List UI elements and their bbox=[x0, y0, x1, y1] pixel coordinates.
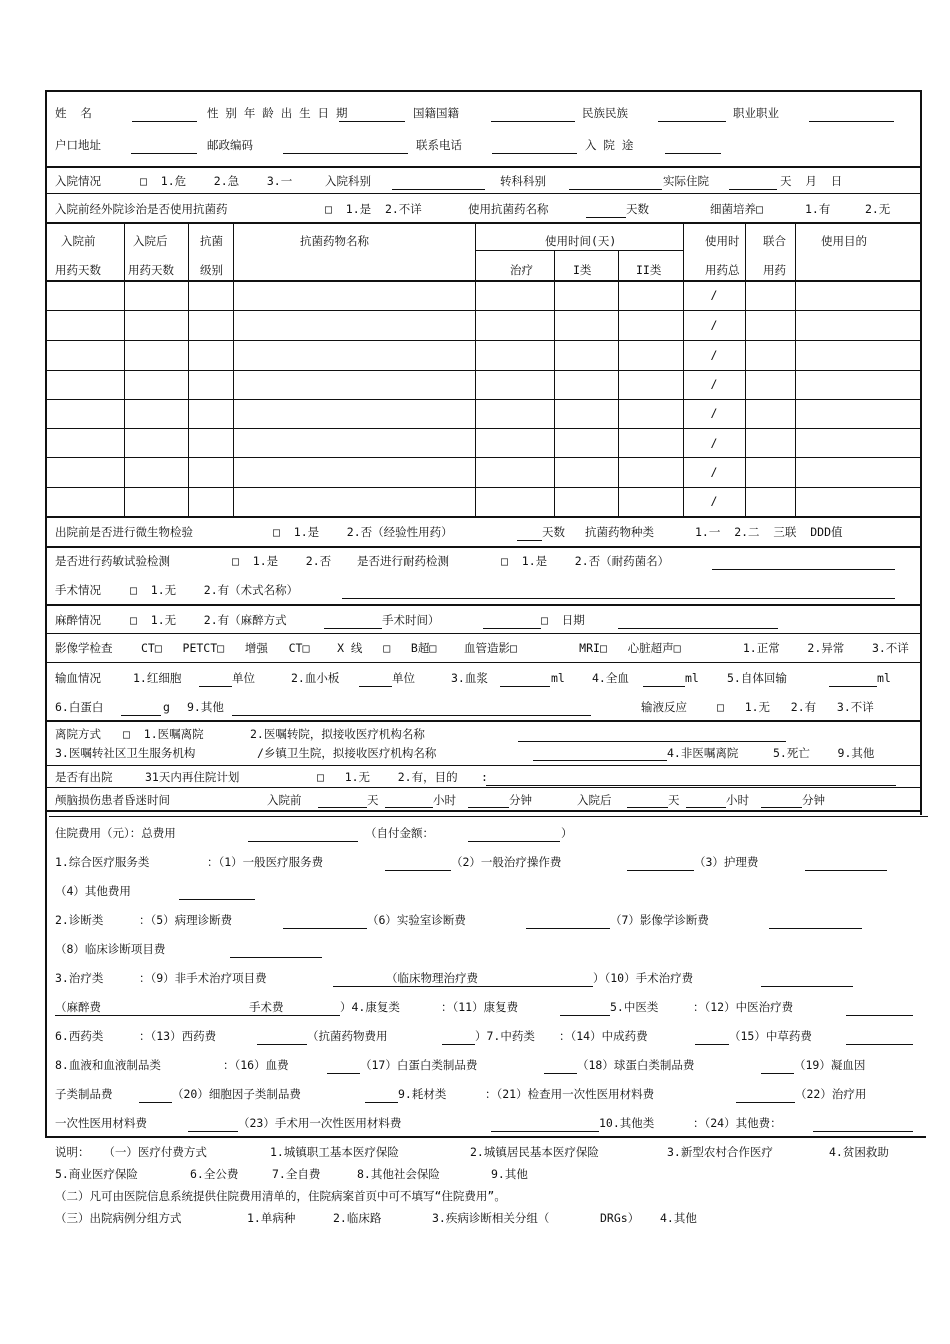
grouping-drgs: DRGs） bbox=[600, 1211, 640, 1225]
comprehensive-services-label: 1.综合医疗服务类 bbox=[55, 855, 150, 869]
col-antibiotic-level-2: 级别 bbox=[200, 263, 223, 277]
western-medicine-fee-label: ：（13）西药费 bbox=[139, 1029, 217, 1043]
discharge-method-label: 离院方式 bbox=[55, 727, 101, 741]
col-antibiotic-name: 抗菌药物名称 bbox=[300, 234, 369, 248]
surgery-time-label: 手术时间） bbox=[382, 613, 440, 627]
general-service-fee-field[interactable] bbox=[385, 870, 451, 871]
antibiotic-days-field[interactable] bbox=[586, 217, 626, 218]
fee-list-note: （二）凡可由医院信息系统提供住院费用清单的，住院病案首页中可不填写“住院费用”。 bbox=[55, 1189, 506, 1203]
col-pre-admission-2: 用药天数 bbox=[55, 263, 101, 277]
total-fee-label: 住院费用（元）：总费用 bbox=[55, 826, 176, 840]
payment-option-9: 9.其他 bbox=[491, 1167, 528, 1181]
albumin-label: 6.白蛋白 bbox=[55, 700, 104, 714]
surgery-options[interactable]: □ 1.无 2.有（术式名称） bbox=[130, 583, 299, 597]
sensitivity-test-label: 是否进行药敏试验检测 bbox=[55, 554, 170, 568]
plasma-label: 3.血浆 bbox=[451, 671, 488, 685]
surgery-label: 手术情况 bbox=[55, 583, 101, 597]
readmission-label: 是否有出院 bbox=[55, 770, 113, 784]
treatment-material-fee-label: （22）治疗用 bbox=[795, 1087, 867, 1101]
surgery-fee-label: ）（10）手术治疗费 bbox=[593, 971, 694, 985]
grouping-option-4: 4.其他 bbox=[660, 1211, 697, 1225]
medical-record-form bbox=[45, 90, 922, 1138]
transfer-dept-label: 转科科别 bbox=[500, 174, 546, 188]
operation-fee-label: 手术费 bbox=[249, 1000, 284, 1014]
blood-products-label: 8.血液和血液制品类 bbox=[55, 1058, 161, 1072]
self-pay-label: （自付金额： bbox=[365, 826, 434, 840]
patent-medicine-fee-label: ：（14）中成药费 bbox=[559, 1029, 648, 1043]
nursing-fee-label: （3）护理费 bbox=[694, 855, 759, 869]
anesthesia-options[interactable]: □ 1.无 2.有（麻醉方式 bbox=[130, 613, 287, 627]
discharge-option-3[interactable]: 3.医嘱转社区卫生服务机构 bbox=[55, 746, 196, 760]
treatment-operation-fee-field[interactable] bbox=[627, 870, 694, 871]
coagulation-fee-field[interactable] bbox=[139, 1102, 172, 1103]
surgery-fee-field[interactable] bbox=[761, 986, 853, 987]
post-days-unit: 天 bbox=[668, 793, 680, 807]
autologous-field[interactable] bbox=[829, 686, 877, 687]
col-total: 使用时 bbox=[705, 234, 740, 248]
coagulation-fee-label-2: 子类制品费 bbox=[55, 1087, 113, 1101]
physical-therapy-label: （临床物理治疗费 bbox=[386, 971, 478, 985]
culture-label: 细菌培养□ bbox=[710, 202, 763, 216]
albumin-fee-label: （17）白蛋白类制品费 bbox=[360, 1058, 478, 1072]
grouping-method-label: （三）出院病例分组方式 bbox=[55, 1211, 182, 1225]
col-usage-time: 使用时间(天) bbox=[545, 234, 617, 248]
imaging-fee-label: （7）影像学诊断费 bbox=[610, 913, 709, 927]
col-treatment: 治疗 bbox=[510, 263, 533, 277]
tcm-fee-field[interactable] bbox=[846, 1015, 913, 1016]
other-category-fee-label: ：（24）其他费： bbox=[693, 1116, 782, 1130]
surgical-material-fee-label: （23）手术用一次性医用材料费 bbox=[238, 1116, 402, 1130]
microbio-days-field[interactable] bbox=[517, 540, 542, 541]
col-class-2: II类 bbox=[636, 263, 662, 277]
resistance-name-field[interactable] bbox=[712, 569, 895, 570]
treatment-material-fee-field[interactable] bbox=[188, 1131, 238, 1132]
admission-dept-field[interactable] bbox=[392, 189, 485, 190]
other-blood-label: 9.其他 bbox=[187, 700, 224, 714]
payment-option-4: 4.贫困救助 bbox=[829, 1145, 889, 1159]
nursing-fee-field[interactable] bbox=[805, 870, 887, 871]
col-antibiotic-level: 抗菌 bbox=[200, 234, 223, 248]
rbc-label: 1.红细胞 bbox=[133, 671, 182, 685]
payment-option-5: 5.商业医疗保险 bbox=[55, 1167, 138, 1181]
discharge-option-1[interactable]: □ 1.医嘱离院 bbox=[123, 727, 204, 741]
non-surgical-fee-label: ：（9）非手术治疗项目费 bbox=[139, 971, 267, 985]
col-class-1: I类 bbox=[573, 263, 592, 277]
discharge-option-3b: /乡镇卫生院，拟接收医疗机构名称 bbox=[257, 746, 437, 760]
rehab-fee-field[interactable] bbox=[560, 1015, 610, 1016]
discharge-option-4[interactable]: 4.非医嘱离院 bbox=[667, 746, 739, 760]
grouping-option-3: 3.疾病诊断相关分组（ bbox=[432, 1211, 550, 1225]
lab-fee-label: （6）实验室诊断费 bbox=[367, 913, 466, 927]
col-post-admission: 入院后 bbox=[133, 234, 168, 248]
globulin-fee-label: （18）球蛋白类制品费 bbox=[577, 1058, 695, 1072]
pathology-fee-label: ：（5）病理诊断费 bbox=[139, 913, 233, 927]
date-units: 天 月 日 bbox=[780, 174, 843, 188]
autologous-unit: ml bbox=[877, 671, 891, 685]
payment-option-2: 2.城镇居民基本医疗保险 bbox=[470, 1145, 599, 1159]
post-minutes-unit: 分钟 bbox=[802, 793, 825, 807]
readmission-options[interactable]: □ 1.无 2.有，目的 bbox=[317, 770, 458, 784]
antibiotic-types-options[interactable]: 1.一 2.二 三联 DDD值 bbox=[695, 525, 843, 539]
pre-hours-unit: 小时 bbox=[433, 793, 456, 807]
payment-option-6: 6.全公费 bbox=[190, 1167, 239, 1181]
name-field[interactable] bbox=[132, 121, 197, 122]
postcode-field[interactable] bbox=[283, 153, 408, 154]
resistance-test-options[interactable]: □ 1.是 2.否（耐药菌名） bbox=[501, 554, 670, 568]
pre-minutes-field[interactable] bbox=[468, 807, 509, 808]
culture-options[interactable]: 1.有 2.无 bbox=[805, 202, 891, 216]
surgery-name-field[interactable] bbox=[342, 598, 895, 599]
total-fee-field[interactable] bbox=[248, 841, 358, 842]
ratio-slash: / bbox=[710, 318, 718, 332]
pre-days-field[interactable] bbox=[318, 807, 367, 808]
globulin-fee-field[interactable] bbox=[761, 1073, 794, 1074]
blood-fee-field[interactable] bbox=[327, 1073, 360, 1074]
anesthesia-method-field[interactable] bbox=[324, 628, 382, 629]
blood-fee-label: ：（16）血费 bbox=[223, 1058, 289, 1072]
col-combined: 联合 bbox=[763, 234, 786, 248]
self-pay-field[interactable] bbox=[468, 841, 560, 842]
treatment-category-label: 3.治疗类 bbox=[55, 971, 104, 985]
rehab-fee-label: ：（11）康复费 bbox=[441, 1000, 519, 1014]
admission-status-label: 入院情况 bbox=[55, 174, 101, 188]
sensitivity-test-options[interactable]: □ 1.是 2.否 bbox=[232, 554, 332, 568]
clinical-diagnosis-fee-label: （8）临床诊断项目费 bbox=[55, 942, 166, 956]
plasma-unit: ml bbox=[551, 671, 565, 685]
other-fee-label: （4）其他费用 bbox=[55, 884, 131, 898]
post-admission-label: 入院后 bbox=[577, 793, 612, 807]
transfer-hospital-field[interactable] bbox=[518, 741, 786, 742]
other-fee-field[interactable] bbox=[179, 899, 255, 900]
grouping-option-2: 2.临床路 bbox=[333, 1211, 382, 1225]
ratio-slash: / bbox=[710, 494, 718, 508]
chinese-medicine-label: ）7.中药类 bbox=[475, 1029, 535, 1043]
days-label: 天数 bbox=[626, 202, 649, 216]
exam-material-fee-field[interactable] bbox=[736, 1102, 795, 1103]
ethnicity-field[interactable] bbox=[658, 121, 726, 122]
herbal-medicine-fee-field[interactable] bbox=[846, 1044, 913, 1045]
grouping-option-1: 1.单病种 bbox=[247, 1211, 296, 1225]
microbio-days-label: 天数 bbox=[542, 525, 565, 539]
readmission-label-2: 31天内再住院计划 bbox=[145, 770, 240, 784]
ratio-slash: / bbox=[710, 406, 718, 420]
payment-option-8: 8.其他社会保险 bbox=[357, 1167, 440, 1181]
plasma-field[interactable] bbox=[500, 686, 550, 687]
imaging-fee-field[interactable] bbox=[769, 928, 862, 929]
admission-route-field[interactable] bbox=[665, 153, 721, 154]
antibiotic-types-label: 抗菌药物种类 bbox=[585, 525, 654, 539]
pre-admission-label: 入院前 bbox=[267, 793, 302, 807]
postcode-label: 邮政编码 bbox=[207, 138, 253, 152]
tcm-category-label: 5.中医类 bbox=[610, 1000, 659, 1014]
cytokine-fee-field[interactable] bbox=[365, 1102, 398, 1103]
col-total-2: 用药总 bbox=[705, 263, 740, 277]
ethnicity-label: 民族民族 bbox=[582, 106, 628, 120]
platelet-field[interactable] bbox=[359, 686, 392, 687]
lab-fee-field[interactable] bbox=[526, 928, 610, 929]
microbio-test-options[interactable]: □ 1.是 2.否（经验性用药） bbox=[273, 525, 453, 539]
col-combined-2: 用药 bbox=[763, 263, 786, 277]
ratio-slash: / bbox=[710, 377, 718, 391]
admission-dept-label: 入院科别 bbox=[325, 174, 371, 188]
western-medicine-fee-field[interactable] bbox=[257, 1044, 307, 1045]
coma-time-label: 颅脑损伤患者昏迷时间 bbox=[55, 793, 170, 807]
col-pre-admission: 入院前 bbox=[61, 234, 96, 248]
antibiotic-name-label: 使用抗菌药名称 bbox=[468, 202, 549, 216]
tcm-fee-label: ：（12）中医治疗费 bbox=[693, 1000, 794, 1014]
platelet-label: 2.血小板 bbox=[291, 671, 340, 685]
discharge-option-5-9[interactable]: 5.死亡 9.其他 bbox=[773, 746, 875, 760]
coagulation-fee-label: （19）凝血因 bbox=[794, 1058, 866, 1072]
col-purpose: 使用目的 bbox=[821, 234, 867, 248]
patent-medicine-fee-field[interactable] bbox=[695, 1044, 729, 1045]
prior-antibiotic-options[interactable]: □ 1.是 2.不详 bbox=[325, 202, 422, 216]
discharge-option-2[interactable]: 2.医嘱转院，拟接收医疗机构名称 bbox=[250, 727, 425, 741]
gender-age-birth-label: 性 别 年 龄 出 生 日 期 bbox=[207, 106, 348, 120]
anesthesia-label: 麻醉情况 bbox=[55, 613, 101, 627]
ratio-slash: / bbox=[710, 436, 718, 450]
readmission-purpose-field[interactable] bbox=[486, 785, 896, 786]
pre-hours-field[interactable] bbox=[385, 807, 433, 808]
microbio-test-label: 出院前是否进行微生物检验 bbox=[55, 525, 193, 539]
resistance-test-label: 是否进行耐药检测 bbox=[357, 554, 449, 568]
prior-antibiotic-label: 入院前经外院诊治是否使用抗菌药 bbox=[55, 202, 228, 216]
whole-blood-label: 4.全血 bbox=[592, 671, 629, 685]
transfer-dept-field[interactable] bbox=[569, 189, 662, 190]
albumin-unit: g bbox=[163, 700, 170, 714]
nationality-label: 国籍国籍 bbox=[413, 106, 459, 120]
surgery-date-field[interactable] bbox=[618, 628, 778, 629]
community-hospital-field[interactable] bbox=[533, 760, 667, 761]
albumin-fee-field[interactable] bbox=[544, 1073, 577, 1074]
payment-option-7: 7.全自费 bbox=[272, 1167, 321, 1181]
pathology-fee-field[interactable] bbox=[283, 928, 367, 929]
treatment-operation-fee-label: （2）一般治疗操作费 bbox=[451, 855, 562, 869]
surgery-time-field[interactable] bbox=[483, 628, 541, 629]
other-category-label: 10.其他类 bbox=[599, 1116, 655, 1130]
transfusion-label: 输血情况 bbox=[55, 671, 101, 685]
diagnosis-category-label: 2.诊断类 bbox=[55, 913, 104, 927]
address-field[interactable] bbox=[131, 153, 197, 154]
ratio-slash: / bbox=[710, 465, 718, 479]
name-label: 姓 名 bbox=[55, 106, 92, 120]
clinical-diagnosis-fee-field[interactable] bbox=[230, 957, 322, 958]
phone-field[interactable] bbox=[492, 153, 577, 154]
other-blood-field[interactable] bbox=[232, 715, 591, 716]
actual-stay-label: 实际住院 bbox=[663, 174, 709, 188]
post-hours-unit: 小时 bbox=[726, 793, 749, 807]
pre-days-unit: 天 bbox=[367, 793, 379, 807]
anesthesia-fee-label: （麻醉费 bbox=[55, 1000, 101, 1014]
birth-field[interactable] bbox=[339, 121, 405, 122]
post-hours-field[interactable] bbox=[686, 807, 726, 808]
admission-status-options[interactable]: □ 1.危 2.急 3.一 bbox=[140, 174, 293, 188]
general-service-fee-label: ：（1）一般医疗服务费 bbox=[207, 855, 324, 869]
antibacterial-fee-label: （抗菌药物费用 bbox=[307, 1029, 388, 1043]
antibacterial-fee-field[interactable] bbox=[442, 1044, 475, 1045]
anesthesia-fee-field[interactable] bbox=[55, 1015, 340, 1016]
pre-minutes-unit: 分钟 bbox=[509, 793, 532, 807]
imaging-options[interactable]: CT□ PETCT□ 增强 CT□ X 线 □ B超□ 血管造影□ MRI□ 心脏超声□ 1.正常 2.异常 3.不详 bbox=[141, 641, 909, 655]
rbc-unit: 单位 bbox=[232, 671, 255, 685]
other-category-fee-field[interactable] bbox=[813, 1131, 913, 1132]
address-label: 户口地址 bbox=[55, 138, 101, 152]
col-post-admission-2: 用药天数 bbox=[128, 263, 174, 277]
platelet-unit: 单位 bbox=[392, 671, 415, 685]
nationality-field[interactable] bbox=[491, 121, 575, 122]
whole-blood-field[interactable] bbox=[643, 686, 685, 687]
whole-blood-unit: ml bbox=[685, 671, 699, 685]
actual-stay-field[interactable] bbox=[729, 189, 777, 190]
payment-option-3: 3.新型农村合作医疗 bbox=[667, 1145, 773, 1159]
post-minutes-field[interactable] bbox=[761, 807, 802, 808]
self-pay-close: ） bbox=[561, 826, 573, 840]
exam-material-fee-label: ：（21）检查用一次性医用材料费 bbox=[485, 1087, 655, 1101]
surgical-material-fee-field[interactable] bbox=[491, 1131, 599, 1132]
payment-method-label: 说明： （一）医疗付费方式 bbox=[55, 1145, 207, 1159]
occupation-field[interactable] bbox=[809, 121, 894, 122]
admission-route-label: 入 院 途 bbox=[585, 138, 634, 152]
non-surgical-fee-field[interactable] bbox=[333, 986, 593, 987]
rehab-category-label: ）4.康复类 bbox=[340, 1000, 400, 1014]
ratio-slash: / bbox=[710, 288, 718, 302]
payment-option-1: 1.城镇职工基本医疗保险 bbox=[270, 1145, 399, 1159]
occupation-label: 职业职业 bbox=[733, 106, 779, 120]
autologous-label: 5.自体回输 bbox=[727, 671, 787, 685]
albumin-field[interactable] bbox=[121, 715, 161, 716]
surgery-date-label: □ 日期 bbox=[541, 613, 585, 627]
treatment-material-fee-label-2: 一次性医用材料费 bbox=[55, 1116, 147, 1130]
post-days-field[interactable] bbox=[627, 807, 668, 808]
ratio-slash: / bbox=[710, 348, 718, 362]
imaging-label: 影像学检查 bbox=[55, 641, 113, 655]
infusion-reaction-label: 输液反应 bbox=[641, 700, 687, 714]
herbal-medicine-fee-label: （15）中草药费 bbox=[729, 1029, 812, 1043]
cytokine-fee-label: （20）细胞因子类制品费 bbox=[172, 1087, 301, 1101]
rbc-field[interactable] bbox=[199, 686, 232, 687]
readmission-colon: : bbox=[481, 770, 488, 784]
infusion-reaction-options[interactable]: □ 1.无 2.有 3.不详 bbox=[717, 700, 874, 714]
phone-label: 联系电话 bbox=[416, 138, 462, 152]
western-medicine-label: 6.西药类 bbox=[55, 1029, 104, 1043]
consumables-label: 9.耗材类 bbox=[398, 1087, 447, 1101]
